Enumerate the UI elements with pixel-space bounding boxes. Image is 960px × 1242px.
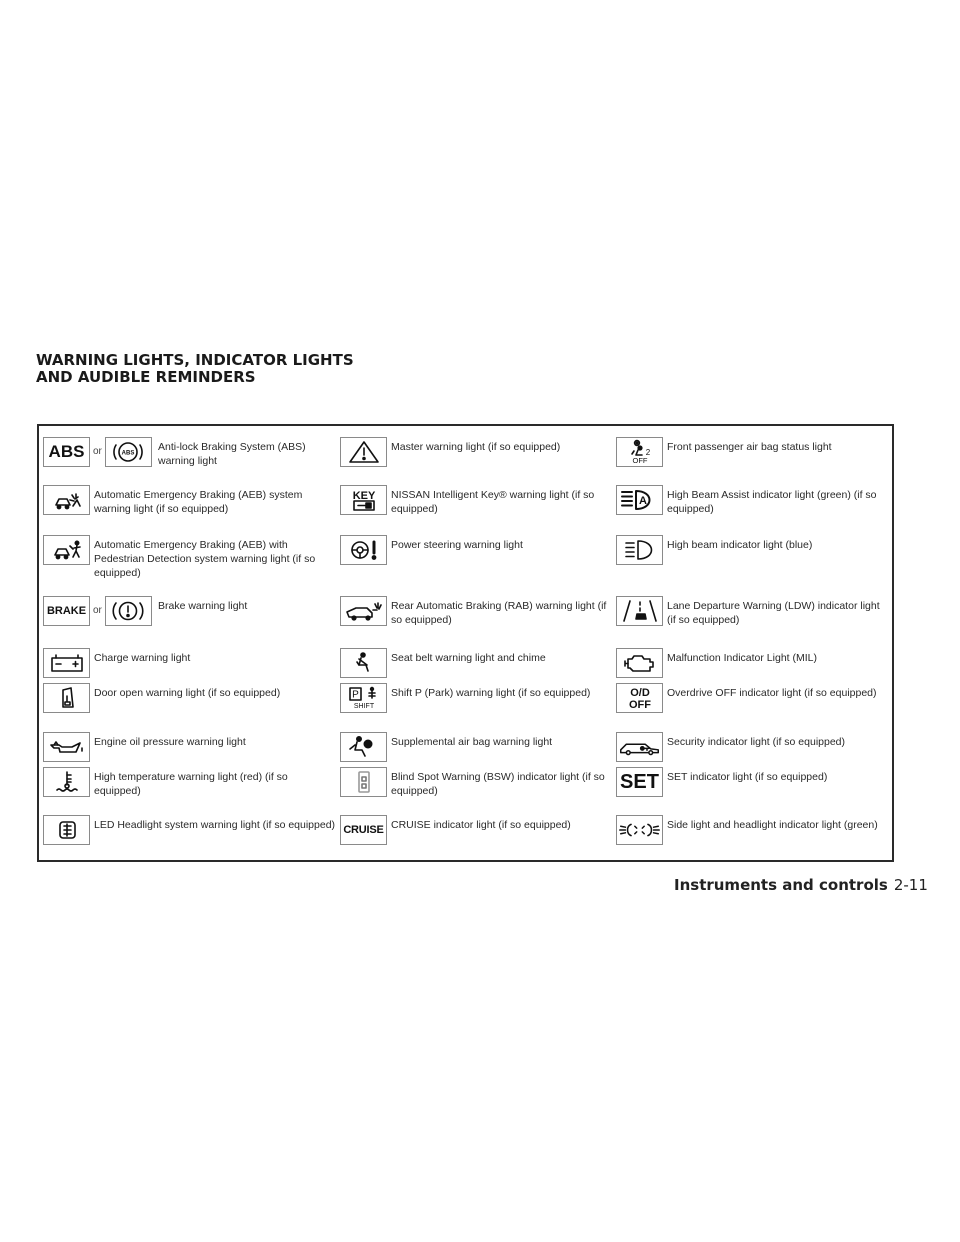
page-title: [36, 352, 354, 386]
key-icon: [340, 485, 387, 515]
aeb-pedestrian-icon: [43, 535, 90, 565]
light-label: Anti-lock Braking System (ABS) warning light: [158, 441, 306, 467]
abs-small-text: ABS: [122, 450, 135, 457]
od-off-icon: [616, 683, 663, 713]
or-text: or: [93, 446, 102, 457]
icon-group: [340, 815, 387, 845]
light-label: SET indicator light (if so equipped): [667, 771, 828, 783]
light-label: Seat belt warning light and chime: [391, 652, 546, 664]
engine-check-icon: [616, 648, 663, 678]
high-beam-icon: [616, 535, 663, 565]
page-footer: [674, 876, 928, 894]
light-label: Malfunction Indicator Light (MIL): [667, 652, 817, 664]
or-text: or: [93, 605, 102, 616]
light-label: Automatic Emergency Braking (AEB) with Pedestrian Detection system warning light (if so equipped): [94, 539, 316, 579]
icon-group: [616, 437, 663, 467]
icon-group: [616, 535, 663, 565]
light-label: Shift P (Park) warning light (if so equipped): [391, 687, 591, 699]
icon-group: [340, 732, 387, 762]
coolant-temperature-icon: [43, 767, 90, 797]
light-label: Power steering warning light: [391, 539, 523, 551]
icon-group: [43, 732, 90, 762]
light-label: Rear Automatic Braking (RAB) warning light (if so equipped): [391, 600, 607, 626]
icon-group: [616, 767, 663, 797]
icon-group: [340, 648, 387, 678]
light-label: Brake warning light: [158, 600, 248, 612]
light-label: High Beam Assist indicator light (green) (if so equipped): [667, 489, 877, 515]
light-label: Blind Spot Warning (BSW) indicator light (if so equipped): [391, 771, 605, 797]
shift-p-text: P: [351, 689, 359, 701]
led-headlight-icon: [43, 815, 90, 845]
aeb-icon: [43, 485, 90, 515]
set-text: SET: [620, 770, 659, 793]
icon-group: [43, 767, 90, 797]
door-open-icon: [43, 683, 90, 713]
shift-park-icon: [340, 683, 387, 713]
brake-circle-icon: [105, 596, 152, 626]
light-label: Engine oil pressure warning light: [94, 736, 246, 748]
icon-group: [340, 535, 387, 565]
icon-group: [43, 815, 90, 845]
abs-text: ABS: [48, 442, 85, 461]
section-name: Instruments and controls: [674, 876, 888, 894]
icon-group: [43, 648, 90, 678]
icon-group: [616, 815, 663, 845]
icon-group: [340, 485, 387, 515]
light-label: Charge warning light: [94, 652, 191, 664]
key-text: KEY: [352, 490, 375, 502]
od-text: O/D: [629, 687, 650, 699]
shift-text: SHIFT: [353, 703, 374, 710]
high-beam-assist-icon: [616, 485, 663, 515]
abs-text-icon: [43, 437, 90, 467]
icon-group: [340, 683, 387, 713]
light-label: Door open warning light (if so equipped): [94, 687, 281, 699]
rear-braking-icon: [340, 596, 387, 626]
icon-group: [616, 596, 663, 626]
svg-text:A: A: [638, 495, 647, 507]
light-label: Master warning light (if so equipped): [391, 441, 561, 453]
light-label: NISSAN Intelligent Key® warning light (if so equipped): [391, 489, 595, 515]
set-text-icon: [616, 767, 663, 797]
light-label: Lane Departure Warning (LDW) indicator light (if so equipped): [667, 600, 880, 626]
icon-group: [340, 767, 387, 797]
icon-group: [616, 732, 663, 762]
security-car-icon: [616, 732, 663, 762]
icon-group: [616, 683, 663, 713]
cruise-text: CRUISE: [343, 824, 384, 836]
abs-circle-icon: [105, 437, 152, 467]
icon-group: [43, 485, 90, 515]
brake-text: BRAKE: [46, 605, 87, 617]
light-label: LED Headlight system warning light (if so equipped): [94, 819, 336, 831]
page-title-line-1: WARNING LIGHTS, INDICATOR LIGHTS: [36, 351, 354, 369]
light-label: Overdrive OFF indicator light (if so equipped): [667, 687, 877, 699]
light-label: High beam indicator light (blue): [667, 539, 813, 551]
light-label: Security indicator light (if so equipped): [667, 736, 846, 748]
side-light-icon: [616, 815, 663, 845]
icon-group: [340, 437, 387, 467]
light-label: Side light and headlight indicator light (green): [667, 819, 878, 831]
off-small-text: OFF: [632, 456, 647, 465]
airbag-icon: [340, 732, 387, 762]
light-label: Supplemental air bag warning light: [391, 736, 553, 748]
icon-group: [616, 485, 663, 515]
cruise-text-icon: [340, 815, 387, 845]
icon-group: [340, 596, 387, 626]
light-label: Automatic Emergency Braking (AEB) system warning light (if so equipped): [94, 489, 303, 515]
icon-group: [616, 648, 663, 678]
battery-icon: [43, 648, 90, 678]
warning-triangle-icon: [340, 437, 387, 467]
two-text: 2: [645, 448, 650, 457]
icon-group: [43, 683, 90, 713]
icon-group: [43, 437, 152, 467]
icon-group: [43, 596, 152, 626]
off-text: OFF: [628, 699, 651, 711]
lane-departure-icon: [616, 596, 663, 626]
warning-lights-table: [37, 424, 894, 862]
passenger-airbag-off-icon: [616, 437, 663, 467]
oil-can-icon: [43, 732, 90, 762]
blind-spot-icon: [340, 767, 387, 797]
page-number: 2-11: [893, 876, 928, 894]
icon-group: [43, 535, 90, 565]
brake-text-icon: [43, 596, 90, 626]
light-label: CRUISE indicator light (if so equipped): [391, 819, 571, 831]
page-title-line-2: AND AUDIBLE REMINDERS: [36, 368, 256, 386]
light-label: High temperature warning light (red) (if so equipped): [94, 771, 288, 797]
power-steering-icon: [340, 535, 387, 565]
seat-belt-icon: [340, 648, 387, 678]
light-label: Front passenger air bag status light: [667, 441, 832, 453]
